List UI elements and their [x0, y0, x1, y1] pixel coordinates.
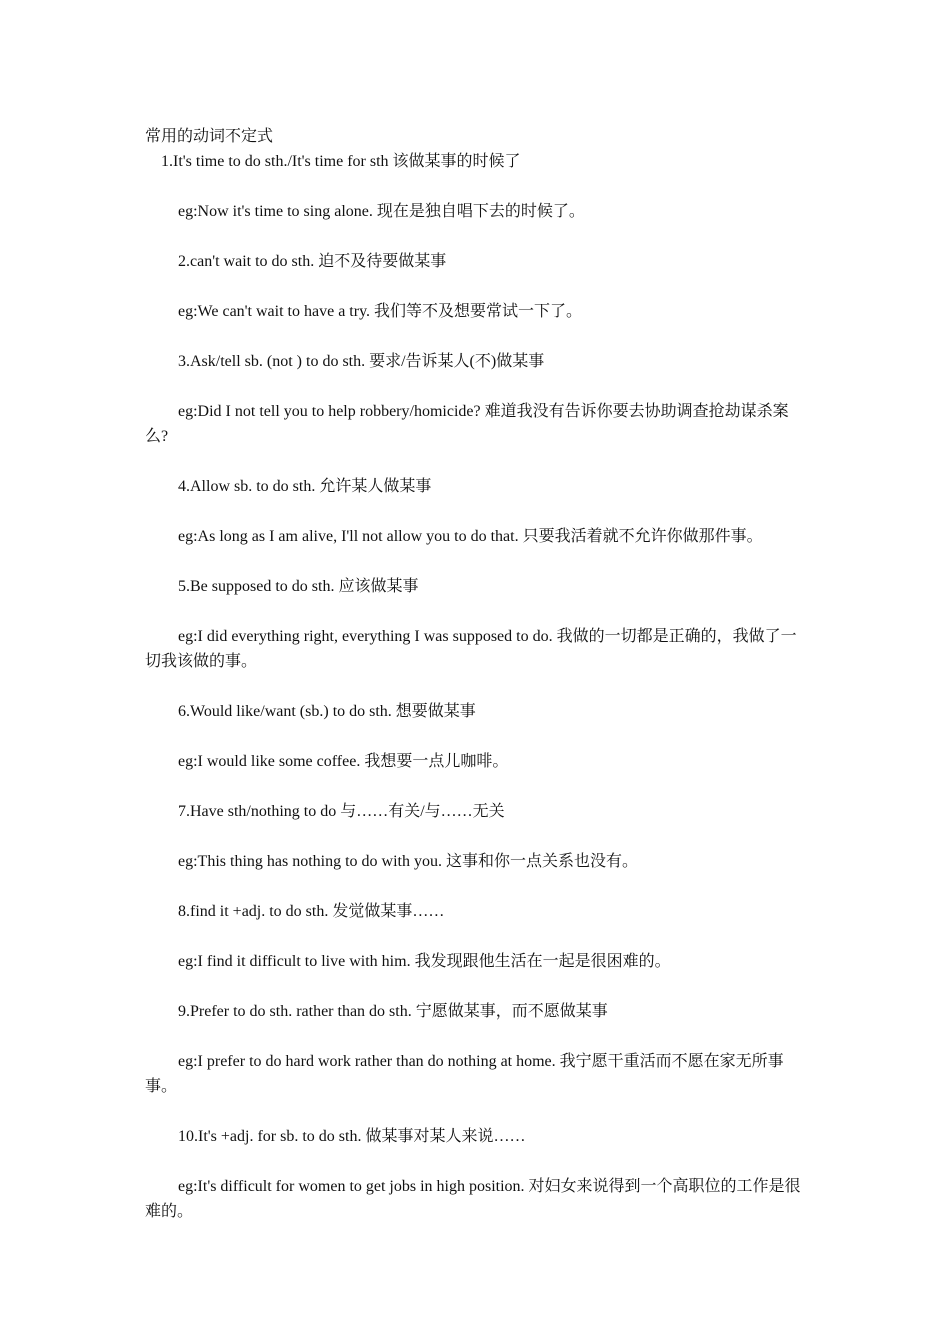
item-4-example: eg:As long as I am alive, I'll not allow you to do that. 只要我活着就不允许你做那件事。 [178, 528, 763, 545]
item-4-pattern: 4.Allow sb. to do sth. 允许某人做某事 [178, 478, 432, 495]
item-7-pattern: 7.Have sth/nothing to do 与……有关/与……无关 [178, 803, 505, 820]
item-5-pattern: 5.Be supposed to do sth. 应该做某事 [178, 578, 419, 595]
item-10-example: eg:It's difficult for women to get jobs in high position. 对妇女来说得到一个高职位的工作是很难的。 [145, 1178, 801, 1220]
item-6-pattern: 6.Would like/want (sb.) to do sth. 想要做某事 [178, 703, 476, 720]
document-body [145, 124, 810, 1224]
item-8-pattern: 8.find it +adj. to do sth. 发觉做某事…… [178, 903, 445, 920]
document-title: 常用的动词不定式 [145, 128, 274, 145]
item-3-pattern: 3.Ask/tell sb. (not ) to do sth. 要求/告诉某人(不)做某事 [178, 353, 545, 370]
item-9-pattern: 9.Prefer to do sth. rather than do sth. 宁愿做某事，而不愿做某事 [178, 1003, 608, 1020]
item-2-pattern: 2.can't wait to do sth. 迫不及待要做某事 [178, 253, 447, 270]
item-7-example: eg:This thing has nothing to do with you. 这事和你一点关系也没有。 [178, 853, 638, 870]
item-5-example: eg:I did everything right, everything I was supposed to do. 我做的一切都是正确的，我做了一切我该做的事。 [145, 628, 797, 670]
item-6-example: eg:I would like some coffee. 我想要一点儿咖啡。 [178, 753, 509, 770]
item-3-example: eg:Did I not tell you to help robbery/homicide? 难道我没有告诉你要去协助调查抢劫谋杀案么? [145, 403, 789, 445]
item-9-example: eg:I prefer to do hard work rather than do nothing at home. 我宁愿干重活而不愿在家无所事事。 [145, 1053, 784, 1095]
item-1-example: eg:Now it's time to sing alone. 现在是独自唱下去的时候了。 [178, 203, 585, 220]
item-1-pattern: 1.It's time to do sth./It's time for sth 该做某事的时候了 [161, 153, 521, 170]
item-10-pattern: 10.It's +adj. for sb. to do sth. 做某事对某人来说…… [178, 1128, 526, 1145]
item-8-example: eg:I find it difficult to live with him. 我发现跟他生活在一起是很困难的。 [178, 953, 671, 970]
item-2-example: eg:We can't wait to have a try. 我们等不及想要常试一下了。 [178, 303, 583, 320]
